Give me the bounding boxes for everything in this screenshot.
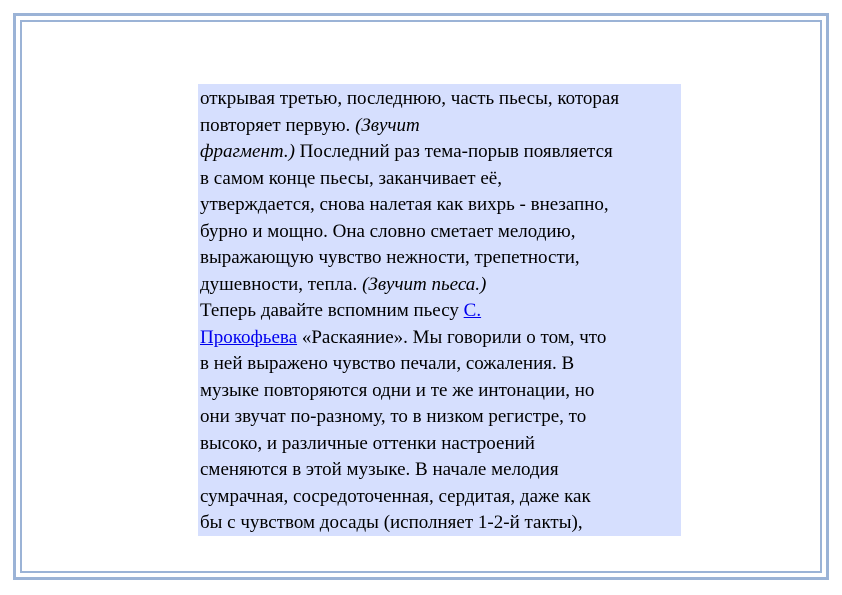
composer-link[interactable]: Прокофьева (200, 326, 298, 348)
text-line (200, 325, 679, 352)
text-run: Теперь давайте вспомним пьесу (200, 300, 459, 321)
text-run: повторяет первую. (200, 114, 351, 136)
text-line: бурно и мощно. Она словно сметает мелодию, (200, 220, 576, 242)
text-line (200, 272, 679, 299)
text-line: бы с чувством досады (исполняет 1-2-й такты), (200, 512, 583, 533)
composer-link[interactable]: С. (463, 300, 482, 321)
text-line: музыке повторяются одни и те же интонации, но (200, 379, 595, 401)
text-run: душевности, тепла. (200, 273, 358, 295)
text-line: в ней выражено чувство печали, сожаления. В (200, 353, 575, 374)
text-line: выражающую чувство нежности, трепетности, (200, 247, 580, 268)
text-run: Последний раз тема-порыв появляется (299, 141, 613, 162)
text-line: они звучат по-разному, то в низком регистре, то (200, 406, 587, 427)
text-line (200, 113, 679, 140)
text-line (200, 139, 679, 166)
text-line: сменяются в этой музыке. В начале мелодия (200, 459, 559, 480)
text-run: «Раскаяние». Мы говорили о том, что (301, 326, 607, 348)
text-block (198, 84, 681, 536)
stage-direction: (Звучит пьеса.) (362, 273, 487, 295)
stage-direction: фрагмент.) (200, 141, 295, 162)
text-line: в самом конце пьесы, заканчивает её, (200, 167, 502, 189)
text-line (200, 298, 679, 325)
text-line: открывая третью, последнюю, часть пьесы, которая (200, 88, 620, 109)
text-line: высоко, и различные оттенки настроений (200, 432, 535, 454)
text-line: сумрачная, сосредоточенная, сердитая, даже как (200, 485, 591, 507)
stage-direction: (Звучит (355, 114, 420, 136)
text-line: утверждается, снова налетая как вихрь - внезапно, (200, 194, 609, 215)
